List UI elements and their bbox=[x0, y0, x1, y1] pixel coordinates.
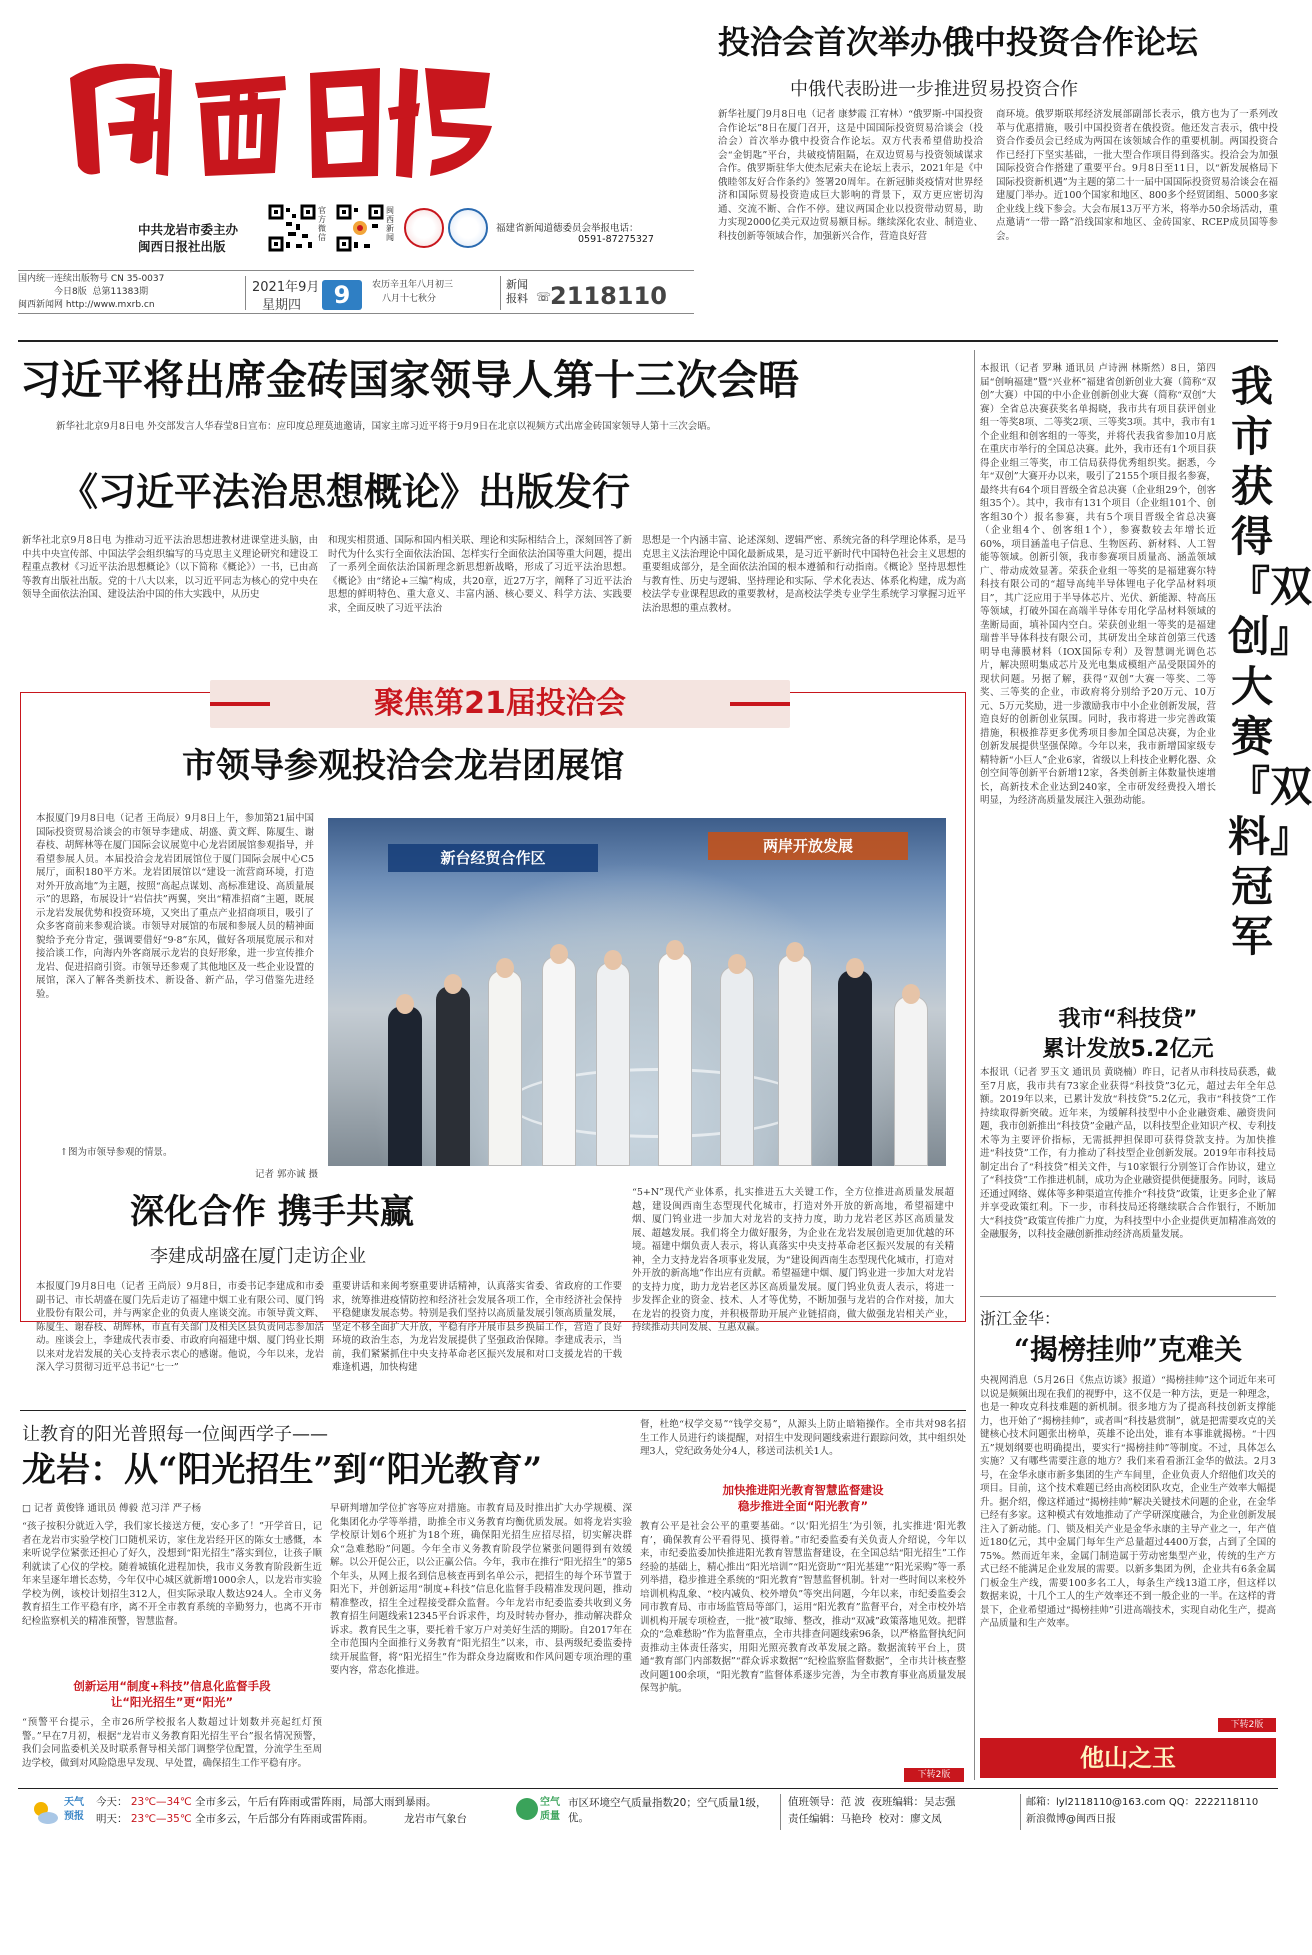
publisher-sponsor: 中共龙岩市委主办 闽西日报社出版 bbox=[138, 222, 239, 254]
lead-story-headline[interactable]: 习近平将出席金砖国家领导人第十三次会晤 bbox=[20, 356, 799, 404]
hotline-label: 福建省新闻道德委员会举报电话： bbox=[496, 223, 639, 234]
edu-col-2: 早研判增加学位扩容等应对措施。市教育局及时推出扩大办学规模、深化集团化办学等举措，助推全市义务教育均衡优质发展。如将龙岩实验学校原计划6个班扩为18个班，确保阳光招生应招尽招，切实解决群众“急难愁盼”问题。今年全市义务教育阶段学位紧张问题得到有效缓解。以公开促公正，以公正赢公信。今年，我市在推行“阳光招生”的第5个年头，从网上报名到信息核查再到名单公示，把招生的每个环节置于阳光下，并创新运用“制度+科技”信息化监督手段精准发现问题，推动精准整改，招生全过程接受群众监督。今年龙岩市纪委监委共收到义务教育招生问题线索12345平台诉求件，均及时转办督办，推动解决群众诉求。教育民生之事，要托着千家万户对美好生活的期盼。自2017年在全市范围内全面推行义务教育“阳光招生”以来，市、县两级纪委监委持续开展监督，将“阳光招生”作为群众身边腐败和作风问题专项治理的重要内容，常态化推进。 bbox=[330, 1503, 632, 1676]
lunar-line-2: 八月十七秋分 bbox=[382, 294, 437, 304]
qr-code-wechat[interactable] bbox=[268, 204, 316, 252]
info-divider-2 bbox=[500, 276, 501, 310]
zj-headline[interactable]: “揭榜挂帅”克难关 bbox=[1013, 1333, 1243, 1366]
forecast-source: 龙岩市气象台 bbox=[404, 1813, 467, 1825]
air-quality-text: 市区环境空气质量指数20；空气质量1级，优。 bbox=[568, 1797, 767, 1824]
right-column-divider bbox=[974, 350, 975, 1780]
photo-sign-left bbox=[388, 844, 598, 872]
night-editor: 夜班编辑：吴志强 bbox=[871, 1796, 956, 1808]
focus-banner bbox=[210, 680, 790, 728]
focus-headline[interactable]: 市领导参观投洽会龙岩团展馆 bbox=[182, 746, 624, 786]
photo-person-head bbox=[728, 954, 746, 974]
photo-person bbox=[436, 986, 470, 1166]
footer-divider bbox=[780, 1794, 781, 1830]
edu-subhead-2: 加快推进阳光教育智慧监督建设 稳步推进全面“阳光教育” bbox=[722, 1483, 884, 1513]
photo-person-head bbox=[666, 940, 684, 960]
zj-turn-page[interactable]: 下转2版 bbox=[1218, 1718, 1276, 1732]
contact-weibo[interactable]: 新浪微博@闽西日报 bbox=[1026, 1814, 1116, 1825]
coop-story-subheadline: 李建成胡盛在厦门走访企业 bbox=[150, 1246, 366, 1267]
coop-story-headline[interactable]: 深化合作 携手共赢 bbox=[130, 1192, 414, 1232]
edu-byline: □ 记者 黄俊锋 通讯员 傅毅 范习洋 严子杨 bbox=[22, 1503, 202, 1514]
day-number: 9 bbox=[333, 281, 351, 309]
top-story-body-right: 商环境。俄罗斯联邦经济发展部副部长表示，俄方也为了一系列改革与优惠措施，吸引中国投资者在俄投资。他还发言表示，俄中投资合作委员会已经成为两国在该领域合作的重要机制。两国投资合作已经打下坚实基础，一批大型合作项目得到落实。投洽会为加强国际投资合作搭建了重要平台。9月8日至11日，以“新发展格局下国际投资新机遇”为主题的第二十一届中国国际投资贸易洽谈会在福建厦门举办。近100个国家和地区、800多个经贸团组、5000多家企业线上线下参会。大会布展13万平方米，将举办50余场活动，重点邀请“一带一路”沿线国家和地区、金砖国家、RCEP成员国等参会。 bbox=[996, 109, 1278, 242]
top-story-headline[interactable]: 投洽会首次举办俄中投资合作论坛 bbox=[718, 23, 1199, 61]
edu-subhead-1: 创新运用“制度+科技”信息化监督手段 让“阳光招生”更“阳光” bbox=[73, 1679, 271, 1709]
second-story-col-3: 思想是一个内涵丰富、论述深刻、逻辑严密、系统完备的科学理论体系，是马克思主义法治理论中国化最新成果，是习近平新时代中国特色社会主义思想的重要组成部分，是全面依法治国的根本遵循和行动指南。《概论》坚持思想性与教育性、历史与逻辑、坚持理论和实际、学术化表达、体系化构建，成为高校法学专业课程思政的重要教材，是高校法学类专业学生系统学习掌握习近平法治思想的重点教材。 bbox=[642, 535, 966, 614]
photo-sign-left-text: 新台经贸合作区 bbox=[440, 849, 546, 867]
contact-email[interactable]: 邮箱：lyl2118110@163.com bbox=[1026, 1797, 1166, 1808]
vertical-story-body: 本报讯（记者 罗琳 通讯员 卢诗洲 林斯然）8日，第四届“创响福建”暨“兴业杯”福建省创新创业大赛（简称“双创”大赛）中国的中小企业创新创业大赛（简称“双创”大赛）全省总决赛获奖名单揭晓，我市共有项目获评创业组一等奖8项、二等奖2项、三等奖3项。其中，我市有1个企业组和创客组的一等奖，并将代表我省参加10月底在重庆市举行的全国总决赛。此外，我市还有1个项目获得企业组三等奖，市工信局获得优秀组织奖。据悉，今年“双创”大赛开办以来，吸引了2155个项目报名参赛，最终共有64个项目晋级全省总决赛（企业组29个，创客组35个）。其中，我市有131个项目（企业组101个、创客组30个）报名参赛，共有5个项目晋级全省总决赛（企业组4个、创客组1个），参赛数较去年增长近60%，项目涵盖电子信息、生物医药、新材料、人工智能等领域。创新引领，我市参赛项目质量高、涵盖领域广、带动成效显著。荣获企业组一等奖的是福建赛尔特科技有限公司的“超导高纯半导体锂电子化学品材料项目”，其广泛应用于半导体芯片、光伏、新能源、特高压等领域，打破外国在高端半导体专用化学品材料领域的垄断局面，填补国内空白。荣获创业组一等奖的是福建瑞普半导体科技有限公司，其研发出全球首创第三代透明导电薄膜材料（IOX国际专利）及智慧调光调色芯片，解决照明集成芯片及光电集成模组产品受限国外的现状问题。另据了解，获得“双创”大赛一等奖、二等奖、三等奖的企业，市政府将分别给予20万元、10万元、5万元奖励，进一步激励我市中小企业创新发展，营造良好的创新创业氛围。同时，我市将进一步完善政策措施，积极推荐更多优秀项目参加全国总决赛，为企业创新发展提供坚强保障。今年以来，我市新增国家级专精特新“小巨人”企业6家，省级以上科技企业孵化器、众创空间等创新平台新增12家，各类创新主体数量快速增长，高新技术企业达到240家，全市研发经费投入增长明显，为经济高质量发展注入强劲动能。 bbox=[980, 363, 1216, 806]
date-year-month: 2021年9月 bbox=[252, 280, 320, 295]
award-badge-icon bbox=[404, 208, 444, 248]
qr-code-icon bbox=[336, 204, 384, 252]
sci-story-headline-1[interactable]: 我市“科技贷” bbox=[1058, 1007, 1198, 1032]
editors bbox=[788, 1794, 1018, 1828]
second-story-headline[interactable]: 《习近平法治思想概论》出版发行 bbox=[60, 470, 631, 514]
masthead bbox=[18, 8, 718, 298]
photo-person-head bbox=[496, 958, 514, 978]
forecast-today-temp: 23℃—34℃ bbox=[130, 1796, 192, 1808]
forecast-tomorrow-label: 明天： bbox=[96, 1813, 128, 1825]
weather-icon bbox=[30, 1798, 60, 1828]
editors-row-2 bbox=[788, 1811, 1018, 1828]
sci-story-body: 本报讯（记者 罗玉文 通讯员 黄晓楠）昨日，记者从市科技局获悉，截至7月底，我市共有73家企业获得“科技贷”3亿元，超过去年全年总额。2019年以来，已累计发放“科技贷”5.2亿元，我市“科技贷”工作持续取得新突破。近年来，为缓解科技型中小企业融资难、融资贵问题，我市创新推出“科技贷”金融产品，以科技型企业知识产权、专利技术等为主要评价指标，无需抵押担保即可获得贷款支持。为加快推进“科技贷”工作，有力推动了科技型企业创新发展。2019年市科技局制定出台了“科技贷”相关文件，与10家银行分别签订合作协议，建立了“科技贷”工作推进机制，成功为企业融资提供便捷服务。同时，该局还通过网络、媒体等多种渠道宣传推介“科技贷”政策，让更多企业了解并享受政策红利。下一步，市科技局还将继续联合合作银行，不断加大“科技贷”政策宣传推广力度，为科技型中小企业提供更加精准高效的金融服务，以科技金融创新推动经济高质量发展。 bbox=[980, 1067, 1276, 1240]
honor-badge-icon bbox=[448, 208, 488, 248]
air-quality-icon bbox=[516, 1798, 538, 1820]
qr-caption-wechat: 官方微信 bbox=[318, 206, 326, 242]
second-story-col-2: 和现实相贯通、国际和国内相关联、理论和实际相结合上，深刻回答了新时代为什么实行全面依法治国、怎样实行全面依法治国等重大问题，提出了一系列全面依法治国新理念新思想新战略，形成了习近平法治思想。《概论》由“绪论+三编”构成，共20章，近27万字，阐释了习近平法治思想的鲜明特色、重大意义、丰富内涵、核心要义、科学方法、实践要求，全面反映了习近平法治 bbox=[328, 535, 633, 614]
qr-caption-app: 闽西新闻 bbox=[386, 206, 394, 242]
photo-person bbox=[542, 956, 576, 1166]
edu-col-3-bottom: 教育公平是社会公平的重要基础。“以‘阳光招生’为引领，扎实推进‘阳光教育’，确保教育公平看得见、摸得着。”市纪委监委有关负责人介绍说，今年以来，市纪委监委加快推进阳光教育智慧监督建设，在全国总结“阳光招生”工作经验的基础上，精心推出“阳光培训”“阳光资助”“阳光基建”“阳光采购”等一系列举措，稳步推进全系统的“阳光教育”智慧监督机制。针对一些时间以来校外培训机构乱象、“校内减负、校外增负”等突出问题，今年以来，市纪委监委会同市教育局、市市场监管局等部门，运用“阳光教育”监督平台，对全市校外培训机构开展专项检查，一批“被”取缔、整改，推动“双减”政策落地见效。把群众的“急难愁盼”作为监督重点，全市共排查问题线索96条，以严格监督执纪问责推动主体责任落实，用阳光照亮教育改革发展之路。数据流转平台上，贯通“教育部门内部数据”“群众诉求数据”“纪检监察监督数据”，全市共计核查整改问题100余项，“阳光教育”监督体系逐步完善，为全市教育事业高质量发展保驾护航。 bbox=[640, 1521, 966, 1694]
other-hill-banner[interactable] bbox=[980, 1738, 1276, 1778]
footer-divider bbox=[1020, 1794, 1021, 1830]
top-story-body-left: 新华社厦门9月8日电（记者 康梦霞 江宥林）“俄罗斯-中国投资合作论坛”8日在厦门召开，这是中国国际投资贸易洽谈会（投洽会）首次举办俄中投资合作论坛。双方代表希望借助投洽会“金钥匙”平台，共破疫情阻隔，在双边贸易与投资领域谋求合作。俄罗斯驻华大使杰尼索夫在论坛上表示，2021年是《中俄睦邻友好合作条约》签署20周年。在新冠肺炎疫情对世界经济和国际贸易投资造成巨大影响的背景下，双方更应密切沟通、交流不断、合作不停。建议两国企业以投资带动贸易，助力实现2000亿美元双边贸易额目标。继续深化农业、制造业、科技创新等领域合作，加强新兴合作，营造良好营 bbox=[718, 109, 983, 242]
forecast-tomorrow bbox=[96, 1811, 616, 1828]
qr-code-icon bbox=[268, 204, 316, 252]
qr-code-app[interactable] bbox=[336, 204, 384, 252]
vertical-story-headline[interactable]: 我市获得『双创』大赛『双料』冠军 bbox=[1228, 362, 1312, 961]
contact-qq[interactable]: QQ：2222118110 bbox=[1168, 1797, 1259, 1808]
second-story-col-1: 新华社北京9月8日电 为推动习近平法治思想进教材进课堂进头脑，由中共中央宣传部、中国法学会组织编写的马克思主义理论研究和建设工程重点教材《习近平法治思想概论》（以下简称《概论》）一书，已由高等教育出版社出版。党的十八大以来，以习近平同志为核心的党中央在领导全面依法治国、建设法治中国的伟大实践中，从历史 bbox=[22, 535, 318, 600]
hotline-number: 0591-87275327 bbox=[578, 234, 654, 245]
focus-banner-title: 聚焦第21届投洽会 bbox=[374, 686, 626, 721]
edu-section-rule bbox=[20, 1410, 966, 1411]
lunar-line-1: 农历辛丑年八月初三 bbox=[372, 280, 454, 290]
lead-story-body: 新华社北京9月8日电 外交部发言人华春莹8日宣布：应印度总理莫迪邀请，国家主席习近平将于9月9日在北京以视频方式出席金砖国家领导人第十三次会晤。 bbox=[56, 421, 717, 432]
edu-col-1-top: “孩子按积分就近入学，我们家长接送方便，安心多了！”开学首日，记者在龙岩市实验学校门口随机采访，家住龙岩经开区的陈女士感慨，本来听说学位紧张还担心了好久，没想到“阳光招生”落实到位，让孩子顺利就读了心仪的学校。随着城镇化进程加快，我市义务教育阶段新生近年来呈逐年增长态势，今年仅中心城区就新增1000余人，以龙岩市实验学校为例，该校计划招生312人，但实际录取人数达924人。全市义务教育招生工作平稳有序，离不开全市教育系统的辛勤努力，也离不开市纪检监察机关的精准预警，智慧监督。 bbox=[22, 1521, 322, 1627]
pages-and-issue bbox=[18, 286, 268, 299]
zj-body: 央视网消息（5月26日《焦点访谈》报道）“揭榜挂帅”这个词近年来可以说是频频出现在我们的视野中，这不仅是一种方法，更是一种理念，也是一种攻克科技难题的新机制。很多地方为了提高科技创新支撑能力，也开始了“揭榜挂帅”，或者叫“科技悬赏制”，就是把需要攻克的关键核心技术问题张出榜单，英雄不论出处，谁有本事谁就揭榜。“十四五”规划纲要也明确提出，要实行“揭榜挂帅”等制度。不过，具体怎么实施？又有哪些需要注意的地方？我们来看看浙江金华的做法。2月3号，在金华永康市新多集团的生产车间里，企业负责人介绍他们攻关的项目。目前，这个技术难题已经由高校团队攻克，企业生产效率大幅提升。据介绍，像这样通过“揭榜挂帅”解决关键技术问题的企业，在金华已经有多家。这种模式有效地推动了产学研深度融合，为企业创新发展注入了新动能。门、锁及相关产业是金华永康的主导产业之一，年产值近180亿元，其中金属门每年生产总量超过4400万套，占到了全国的75%。然而近年来，金属门制造属于劳动密集型产业，传统的生产方式已经不能满足企业发展的需要。以新多集团为例，企业共有6条金属门板金生产线，需要100多名工人，每条生产线13道工序，但这样以数据来说，十几个工人的生产效率还不到一般企业的一半。在这样的背景下，企业希望通过“揭榜挂帅”引进高端技术，实现自动化生产，提高产品质量和生产效率。 bbox=[980, 1375, 1276, 1629]
photo-person-head bbox=[902, 984, 920, 1004]
edu-turn-page[interactable]: 下转2版 bbox=[904, 1768, 964, 1782]
edu-headline[interactable]: 龙岩：从“阳光招生”到“阳光教育” bbox=[22, 1450, 543, 1490]
forecast-today-label: 今天： bbox=[96, 1796, 128, 1808]
editors-row-1 bbox=[788, 1794, 1018, 1811]
photo-person bbox=[720, 966, 754, 1166]
info-divider-1 bbox=[245, 276, 246, 310]
news-tip-label: 新闻 报料 bbox=[506, 278, 528, 305]
focus-photo-caption: ↑图为市领导参观的情景。 bbox=[60, 1147, 173, 1158]
responsible-editor: 责任编辑：马艳玲 bbox=[788, 1813, 872, 1825]
photo-person-head bbox=[396, 994, 414, 1014]
photo-person-head bbox=[786, 942, 804, 962]
proofreader: 校对：廖文凤 bbox=[878, 1813, 942, 1825]
pages-count: 今日8版 bbox=[54, 287, 87, 297]
photo-person bbox=[388, 1006, 422, 1166]
weekday: 星期四 bbox=[262, 298, 302, 313]
other-hill-title: 他山之玉 bbox=[1080, 1744, 1176, 1772]
exhibition-photo[interactable] bbox=[328, 818, 946, 1166]
photo-person bbox=[778, 954, 812, 1166]
zj-kicker: 浙江金华： bbox=[980, 1309, 1061, 1328]
top-section-rule bbox=[18, 340, 1278, 342]
news-tip-phone[interactable]: 2118110 bbox=[550, 282, 667, 310]
lunar-date bbox=[372, 278, 492, 306]
photo-sign-right-text: 两岸开放发展 bbox=[762, 837, 853, 855]
phone-icon: ☏ bbox=[536, 290, 552, 304]
coop-story-col-1: 本报厦门9月8日电（记者 王尚辰）9月8日，市委书记李建成和市委副书记、市长胡盛在厦门先后走访了福建中烟工业有限公司、厦门钨业股份有限公司，并与两家企业的负责人座谈交流。市领导黄文辉、陈厦生、谢春枝、胡辉林，市直有关部门及相关区县负责同志参加活动。座谈会上，李建成代表市委、市政府向福建中烟、厦门钨业长期以来对龙岩发展的关心支持表示衷心的感谢。他说，今年以来，龙岩深入学习贯彻习近平总书记“七一” bbox=[36, 1281, 324, 1373]
photo-person-head bbox=[604, 950, 622, 970]
coop-story-col-2: 重要讲话和来闽考察重要讲话精神，认真落实省委、省政府的工作要求，统筹推进疫情防控和经济社会发展各项工作，全市经济社会保持平稳健康发展态势。特别是我们坚持以高质量发展引领高质量发展，坚定不移全面扩大开放，平稳有序开展市县乡换届工作，营造了良好环境的政治生态，为龙岩发展提供了坚强政治保障。李建成表示，当前，我们紧紧抓住中央支持革命老区振兴发展和对口支援龙岩的干载难逢机遇，加快构建 bbox=[332, 1281, 622, 1373]
issue-info bbox=[18, 273, 268, 312]
masthead-rule-top bbox=[18, 270, 694, 271]
photo-person-head bbox=[846, 958, 864, 978]
sun-cloud-icon bbox=[30, 1798, 60, 1828]
sci-story-headline-2[interactable]: 累计发放5.2亿元 bbox=[1042, 1037, 1214, 1062]
air-quality-label: 空气 质量 bbox=[540, 1797, 560, 1822]
contact bbox=[1026, 1794, 1278, 1828]
vertical-story-headline-box bbox=[1228, 362, 1312, 962]
day-badge bbox=[322, 280, 362, 310]
zj-story-rule bbox=[980, 1296, 1276, 1297]
forecast-today bbox=[96, 1794, 616, 1811]
coop-story-col-3: “5+N”现代产业体系，扎实推进五大关键工作，全方位推进高质量发展超越，建设闽西南生态型现代化城市，打造对外开放的新高地，希望福建中烟、厦门钨业进一步加大对龙岩的支持力度，助力龙岩老区苏区高质量发展、超越发展。我们将全力做好服务，为企业在龙岩发展创造更加优越的环境。福建中烟负责人表示，将认真落实中央支持革命老区振兴发展的有关精神，全力支持龙岩各项事业发展，为“建设闽西南生态型现代化城市，打造对外开放的新高地”作出应有贡献。希望福建中烟、厦门钨业进一步加大对龙岩的支持力度，助力龙岩老区苏区高质量发展。厦门钨业负责人表示，将进一步发挥企业的资金、技术、人才等优势，不断加强与龙岩的合作对接，加大在龙岩的投资力度，并积极帮助开展产业链招商，做大做强龙岩相关产业，持续推动共同发展、互惠双赢。 bbox=[632, 1187, 954, 1333]
website[interactable]: 闽西新闻网 http://www.mxrb.cn bbox=[18, 300, 155, 310]
forecast-tomorrow-weather: 全市多云，午后部分有阵雨或雷阵雨。 bbox=[195, 1813, 374, 1825]
photo-person-head bbox=[444, 974, 462, 994]
edu-col-3-top: 督，杜绝“权学交易”“钱学交易”，从源头上防止暗箱操作。全市共对98名招生工作人员进行约谈提醒，对招生中发现问题线索进行跟踪问效，其中组织处理3人，党纪政务处分4人，移送司法机关1人。 bbox=[640, 1419, 966, 1457]
edu-col-1-bottom: “预警平台提示，全市26所学校报名人数超过计划数并亮起红灯预警。”早在7月初，根据“龙岩市义务教育阳光招生平台”报名情况预警，我们会同监委机关及时联系督导相关部门调整学位配置，分流学生至周边学校，做到对风险隐患早发现、早处置，确保招生工作平稳有序。 bbox=[22, 1717, 322, 1769]
edu-kicker: 让教育的阳光普照每一位闽西学子—— bbox=[22, 1424, 328, 1445]
photo-sign-right bbox=[708, 832, 908, 860]
issue-number: 总第11383期 bbox=[92, 287, 149, 297]
focus-body: 本报厦门9月8日电（记者 王尚辰）9月8日上午，参加第21届中国国际投资贸易洽谈会的市领导李建成、胡盛、黄文辉、陈厦生、谢春枝、胡辉林等在厦门国际会议展览中心龙岩团展馆参观指导，并看望参展人员。本届投洽会龙岩团展馆位于厦门国际会展中心C5展厅，面积180平方米。龙岩团展馆以“建设一流营商环境，打造对外开放高地”为主题，按照“高起点谋划、高标准建设、高质量展示”的思路，布展设计“岩信扶”两翼，突出“精准招商”主题，既展示龙岩发展优势和投资环境，又突出了重点产业招商项目，吸引了众多客商前来参观洽谈。市领导对展馆的布展和参展人员的精神面貌给予充分肯定，强调要借好“9·8”东风，做好各项展览展示和对接洽谈工作，向海内外客商展示龙岩的良好形象，进一步宣传推介龙岩、促进招商引资。市领导还参观了其他地区及一些企业设置的展馆，深入了解各类新技术、新设备、新产品，学习借鉴先进经验。 bbox=[36, 813, 314, 1000]
footer-rule bbox=[18, 1788, 1278, 1789]
cn-number: 国内统一连续出版物号 CN 35-0037 bbox=[18, 274, 165, 284]
photo-person bbox=[838, 970, 872, 1166]
forecast bbox=[96, 1794, 616, 1828]
top-story-subheadline: 中俄代表盼进一步推进贸易投资合作 bbox=[790, 79, 1078, 100]
contact-row-1 bbox=[1026, 1794, 1278, 1811]
newspaper-logo bbox=[60, 48, 500, 183]
photo-person bbox=[894, 996, 928, 1166]
photo-person bbox=[596, 962, 630, 1166]
masthead-rule-bottom bbox=[18, 313, 694, 314]
duty-leader: 值班领导：范 波 bbox=[788, 1796, 865, 1808]
focus-photo-credit: 记者 郭亦诚 摄 bbox=[254, 1169, 318, 1180]
forecast-today-weather: 全市多云，午后有阵雨或雷阵雨，局部大雨到暴雨。 bbox=[195, 1796, 437, 1808]
forecast-tomorrow-temp: 23℃—35℃ bbox=[130, 1813, 192, 1825]
photo-person bbox=[658, 952, 692, 1166]
logo-calligraphy-icon bbox=[60, 48, 500, 183]
photo-person-head bbox=[550, 944, 568, 964]
photo-person bbox=[488, 970, 522, 1166]
weather-label: 天气 预报 bbox=[64, 1797, 84, 1822]
